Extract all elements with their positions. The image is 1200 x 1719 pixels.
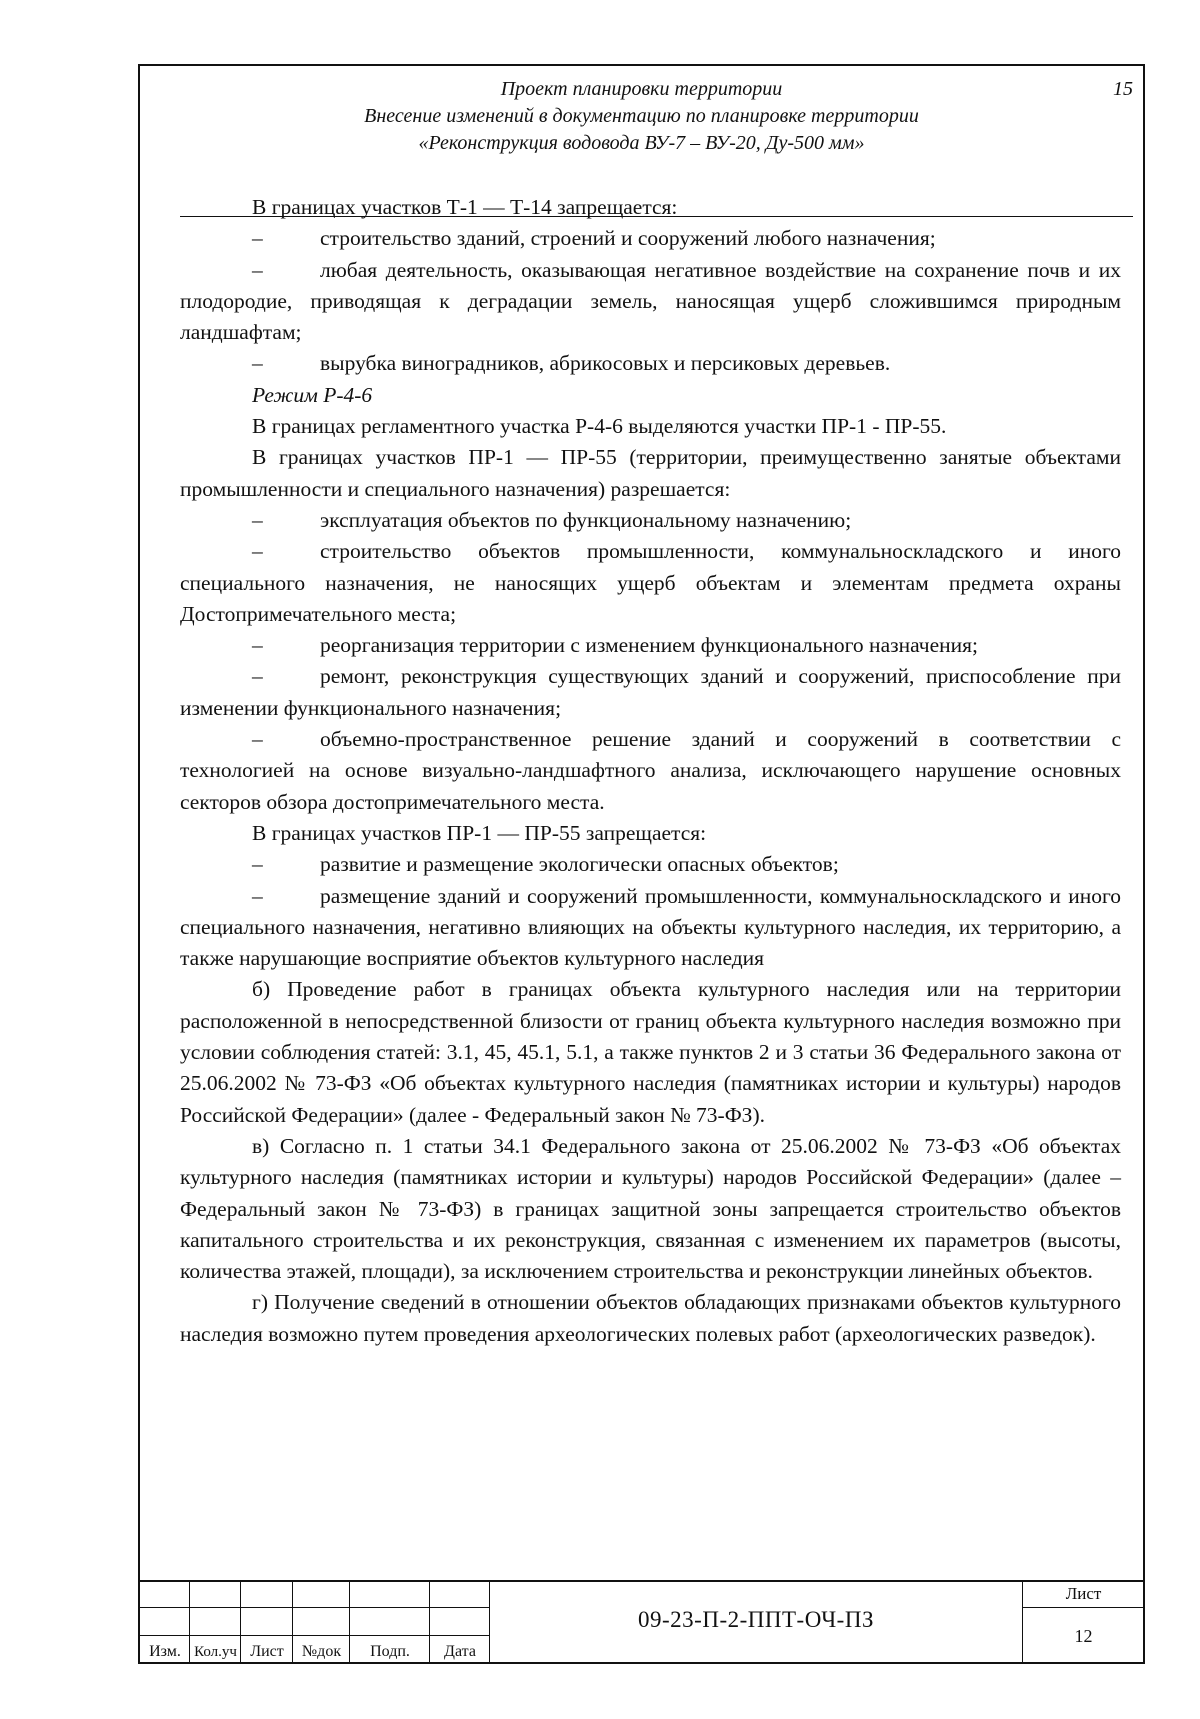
document-body — [180, 192, 1121, 1350]
page-frame — [138, 64, 1145, 1664]
sheet-label: Лист — [1065, 1584, 1102, 1603]
paragraph: б) Проведение работ в границах объекта культурного наследия или на территории расположенной в непосредственной близости от границ объекта культурного наследия возможно при условии соблюдения статей: 3.1, 45, 45.1, 5.1, а также пунктов 2 и 3 статьи 36 Федерального закона от 25.06.2002 № 73-ФЗ «Об объектах культурного наследия (памятниках истории и культуры) народов Российской Федерации» (далее - Федеральный закон № 73-ФЗ). — [180, 977, 1121, 1127]
list-item: – развитие и размещение экологически опасных объектов; — [252, 852, 839, 877]
document-header — [140, 76, 1143, 181]
document-code: 09-23-П-2-ППТ-ОЧ-ПЗ — [638, 1607, 874, 1632]
section-heading: Режим Р-4-6 — [252, 382, 373, 407]
paragraph: В границах участков Т-1 — Т-14 запрещается: — [252, 195, 678, 219]
page-number: 15 — [1113, 78, 1133, 100]
paragraph: в) Согласно п. 1 статьи 34.1 Федерального закона от 25.06.2002 № 73-ФЗ «Об объектах культурного наследия (памятниках истории и культуры) народов Российской Федерации» (далее – Федеральный закон № 73-ФЗ) в границах защитной зоны запрещается строительство объектов капитального строительства и их реконструкция, связанная с изменением их параметров (высоты, количества этажей, площади), за исключением строительства и реконструкции линейных объектов. — [180, 1133, 1121, 1284]
list-item: – вырубка виноградников, абрикосовых и персиковых деревьев. — [252, 351, 891, 376]
paragraph: В границах участков ПР-1 — ПР-55 запрещается: — [252, 820, 707, 845]
paragraph: В границах регламентного участка Р-4-6 выделяются участки ПР-1 - ПР-55. — [252, 414, 947, 439]
stamp-col-izm: Изм. — [149, 1643, 181, 1660]
list-item: – строительство объектов промышленности, коммунальноскладского и иного специального назначения, не наносящих ущерб объектам и элементам предмета охраны Достопримечательного места; — [180, 539, 1121, 626]
header-line-1: Проект планировки территории — [500, 78, 783, 100]
list-item: – реорганизация территории с изменением функционального назначения; — [252, 633, 979, 658]
list-item: – строительство зданий, строений и сооружений любого назначения; — [252, 226, 936, 251]
list-item: – объемно-пространственное решение зданий и сооружений в соответствии с технологией на основе визуально-ландшафтного анализа, исключающего нарушение основных секторов обзора достопримечательного места. — [180, 727, 1121, 814]
paragraph: г) Получение сведений в отношении объектов обладающих признаками объектов культурного наследия возможно путем проведения археологических полевых работ (археологических разведок). — [180, 1290, 1121, 1346]
list-item: – размещение зданий и сооружений промышленности, коммунальноскладского и иного специального назначения, негативно влияющих на объекты культурного наследия, их территорию, а также нарушающие восприятие объектов культурного наследия — [180, 883, 1121, 971]
stamp-col-list: Лист — [250, 1643, 284, 1660]
list-item: – эксплуатация объектов по функциональному назначению; — [252, 507, 852, 532]
sheet-number: 12 — [1074, 1626, 1093, 1646]
list-item: – ремонт, реконструкция существующих зданий и сооружений, приспособление при изменении функционального назначения; — [180, 664, 1121, 720]
title-block — [140, 1580, 1145, 1664]
stamp-col-data: Дата — [444, 1643, 476, 1660]
header-line-3: «Реконструкция водовода ВУ-7 – ВУ-20, Ду-500 мм» — [418, 132, 865, 154]
paragraph: В границах участков ПР-1 — ПР-55 (территории, преимущественно занятые объектами промышленности и специального назначения) разрешается: — [180, 445, 1121, 501]
list-item: – любая деятельность, оказывающая негативное воздействие на сохранение почв и их плодородие, приводящая к деградации земель, наносящая ущерб сложившимся природным ландшафтам; — [180, 257, 1121, 345]
stamp-col-kol: Кол.уч — [194, 1644, 237, 1660]
stamp-col-ndok: №док — [301, 1643, 342, 1660]
header-line-2: Внесение изменений в документацию по планировке территории — [364, 105, 919, 127]
stamp-col-podp: Подп. — [370, 1643, 410, 1660]
